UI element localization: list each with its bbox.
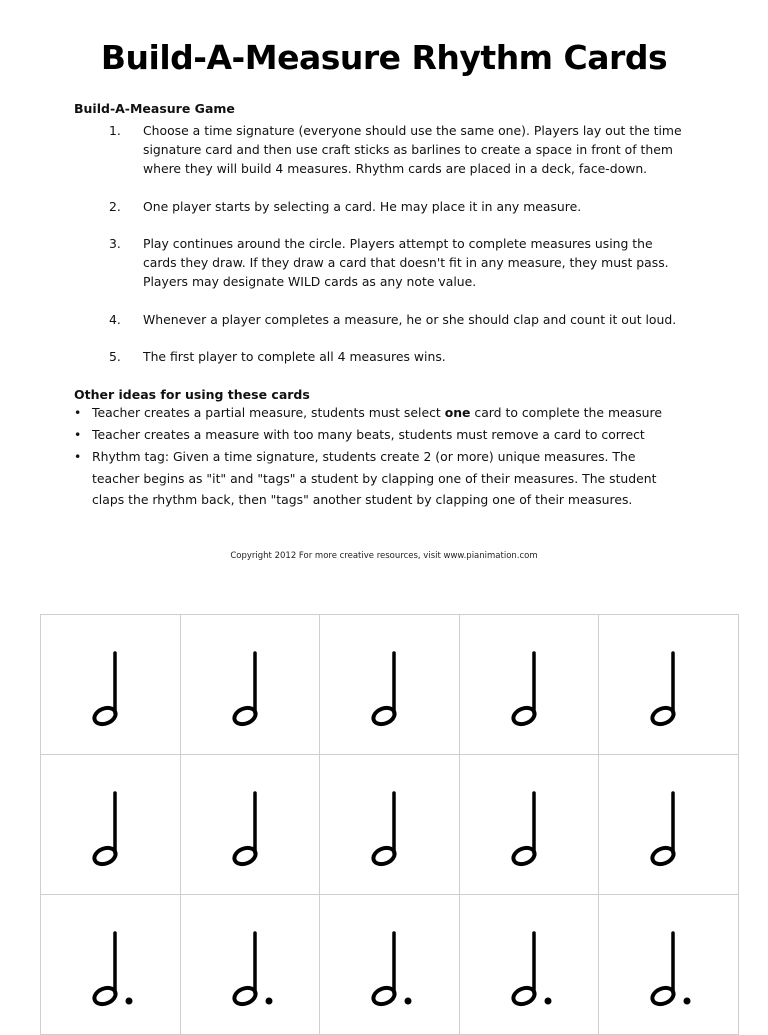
- step-line: Play continues around the circle. Players attempt to complete measures using the: [143, 236, 653, 251]
- step-text: [143, 347, 703, 366]
- bullet-mark: •: [74, 405, 82, 420]
- step-text: [143, 121, 703, 178]
- step-line: signature card and then use craft sticks as barlines to create a space in front of them: [143, 142, 673, 157]
- step-text: [143, 197, 703, 216]
- rhythm-card: [460, 895, 600, 1035]
- half-note-icon: [320, 615, 459, 754]
- step-number: 2.: [109, 199, 121, 214]
- rhythm-card-grid: [40, 614, 739, 1035]
- step-text: [143, 234, 703, 291]
- rhythm-card: [599, 615, 739, 755]
- half-note-icon: [181, 755, 320, 894]
- bullet-line: Rhythm tag: Given a time signature, students create 2 (or more) unique measures. The: [92, 449, 636, 464]
- half-note-icon: [460, 615, 599, 754]
- half-note-icon: [460, 755, 599, 894]
- step-line: The first player to complete all 4 measures wins.: [143, 349, 446, 364]
- bullet-bold-word: one: [444, 405, 471, 420]
- rhythm-card: [320, 615, 460, 755]
- rhythm-card: [41, 615, 181, 755]
- note-dot: [684, 998, 691, 1005]
- dotted-half-note-icon: [320, 895, 459, 1034]
- rhythm-card: [181, 615, 321, 755]
- dotted-half-note-icon: [181, 895, 320, 1034]
- page-title: Build-A-Measure Rhythm Cards: [100, 38, 668, 77]
- step-line: Whenever a player completes a measure, he or she should clap and count it out loud.: [143, 312, 677, 327]
- other-ideas-heading: Other ideas for using these cards: [74, 387, 310, 402]
- step-number: 1.: [109, 123, 121, 138]
- half-note-icon: [41, 615, 180, 754]
- rhythm-card: [599, 895, 739, 1035]
- half-note-icon: [320, 755, 459, 894]
- note-dot: [126, 998, 133, 1005]
- rhythm-card: [41, 755, 181, 895]
- step-line: One player starts by selecting a card. He may place it in any measure.: [143, 199, 582, 214]
- step-line: cards they draw. If they draw a card that doesn't fit in any measure, they must pass.: [143, 255, 669, 270]
- rhythm-card: [41, 895, 181, 1035]
- rhythm-card: [320, 755, 460, 895]
- bullet-mark: •: [74, 449, 82, 464]
- rhythm-card: [460, 615, 600, 755]
- step-line: where they will build 4 measures. Rhythm cards are placed in a deck, face-down.: [143, 161, 648, 176]
- step-number: 3.: [109, 236, 121, 251]
- step-line: Choose a time signature (everyone should use the same one). Players lay out the time: [143, 123, 682, 138]
- rhythm-card: [460, 755, 600, 895]
- bullet-mark: •: [74, 427, 82, 442]
- rhythm-card: [599, 755, 739, 895]
- note-dot: [544, 998, 551, 1005]
- rhythm-card: [320, 895, 460, 1035]
- dotted-half-note-icon: [41, 895, 180, 1034]
- bullet-line: claps the rhythm back, then "tags" another student by clapping one of their measures.: [92, 492, 633, 507]
- rhythm-card: [181, 755, 321, 895]
- bullet-text-part: card to complete the measure: [470, 405, 662, 420]
- bullet-text: Teacher creates a measure with too many beats, students must remove a card to correct: [92, 427, 645, 442]
- half-note-icon: [599, 755, 738, 894]
- step-line: Players may designate WILD cards as any note value.: [143, 274, 477, 289]
- step-number: 5.: [109, 349, 121, 364]
- step-text: [143, 310, 703, 329]
- half-note-icon: [181, 615, 320, 754]
- note-dot: [405, 998, 412, 1005]
- bullet-text: [92, 446, 692, 511]
- bullet-text: [92, 402, 692, 424]
- note-dot: [265, 998, 272, 1005]
- game-heading: Build-A-Measure Game: [74, 101, 235, 116]
- rhythm-card: [181, 895, 321, 1035]
- step-number: 4.: [109, 312, 121, 327]
- copyright-notice: Copyright 2012 For more creative resources, visit www.pianimation.com: [230, 551, 538, 561]
- bullet-line: teacher begins as "it" and "tags" a student by clapping one of their measures. The student: [92, 470, 657, 486]
- bullet-text-part: Teacher creates a partial measure, students must select: [92, 405, 445, 420]
- dotted-half-note-icon: [599, 895, 738, 1034]
- half-note-icon: [599, 615, 738, 754]
- half-note-icon: [41, 755, 180, 894]
- dotted-half-note-icon: [460, 895, 599, 1034]
